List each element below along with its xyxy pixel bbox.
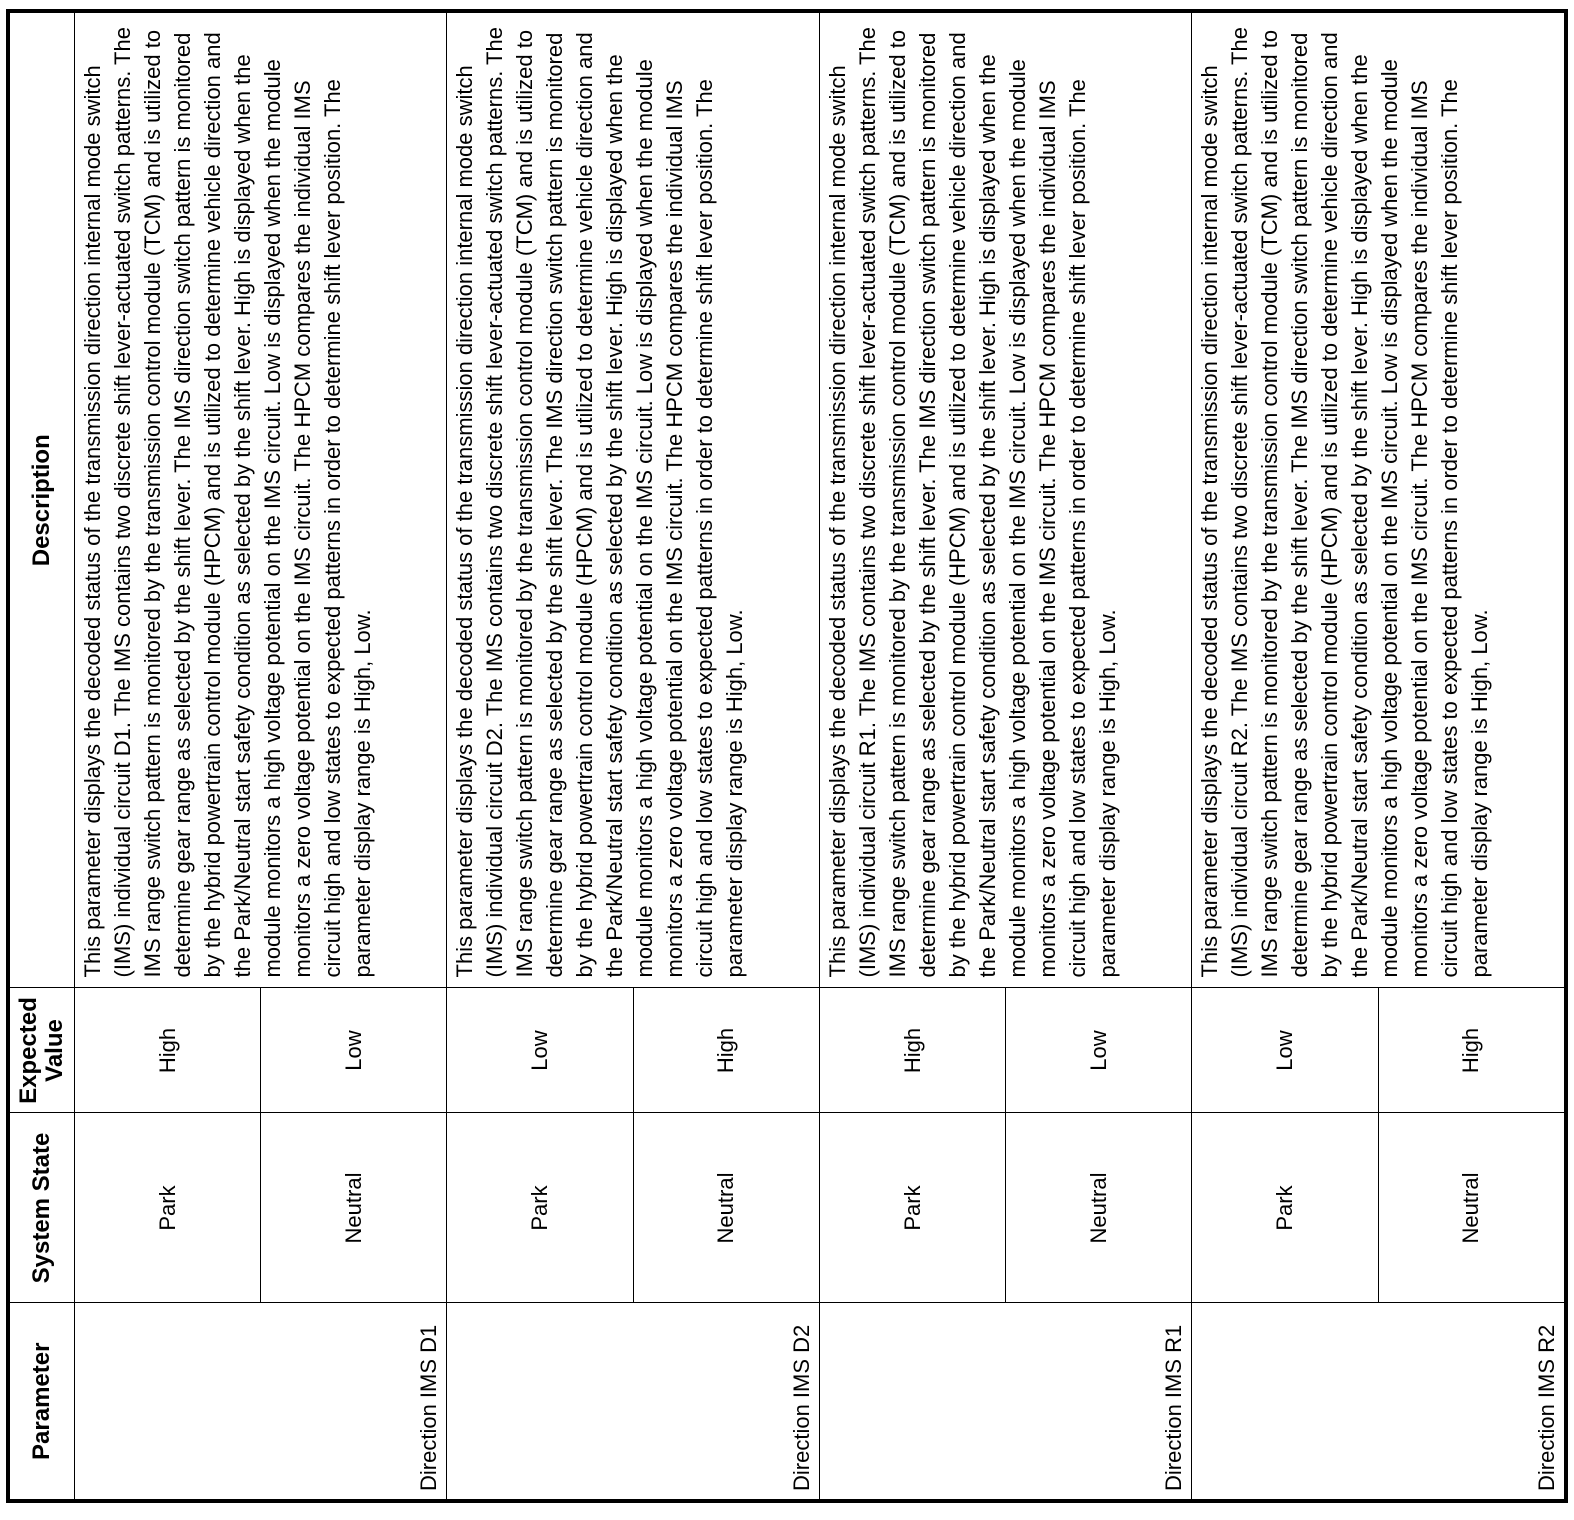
expected-value-cell: High <box>75 988 261 1113</box>
expected-value-cell: Low <box>447 988 633 1113</box>
expected-value-cell: High <box>1378 988 1566 1113</box>
table-row <box>1192 11 1378 1501</box>
parameter-cell: Direction IMS D1 <box>75 1303 447 1501</box>
system-state-cell: Park <box>819 1113 1005 1303</box>
rotated-table-frame <box>6 13 1568 1503</box>
header-system-state: System State <box>8 1113 75 1303</box>
table-row <box>447 11 633 1501</box>
description-cell: This parameter displays the decoded status of the transmission direction internal mode switch (IMS) individual circuit D2. The IMS contains two discrete shift lever-actuated switch patterns. The IMS range switch pattern is monitored by the transmission control module (TCM) and is utilized to determine gear range as selected by the shift lever. The IMS direction switch pattern is monitored by the hybrid powertrain control module (HPCM) and is utilized to determine vehicle direction and the Park/Neutral start safety condition as selected by the shift lever. High is displayed when the module monitors a high voltage potential on the IMS circuit. Low is displayed when the module monitors a zero voltage potential on the IMS circuit. The HPCM compares the individual IMS circuit high and low states to expected patterns in order to determine shift lever position. The parameter display range is High, Low. <box>447 11 819 988</box>
header-parameter: Parameter <box>8 1303 75 1501</box>
system-state-cell: Neutral <box>261 1113 447 1303</box>
header-description: Description <box>8 11 75 988</box>
system-state-cell: Neutral <box>1378 1113 1566 1303</box>
expected-value-cell: Low <box>1192 988 1378 1113</box>
description-cell: This parameter displays the decoded status of the transmission direction internal mode switch (IMS) individual circuit R2. The IMS contains two discrete shift lever-actuated switch patterns. The IMS range switch pattern is monitored by the transmission control module (TCM) and is utilized to determine gear range as selected by the shift lever. The IMS direction switch pattern is monitored by the hybrid powertrain control module (HPCM) and is utilized to determine vehicle direction and the Park/Neutral start safety condition as selected by the shift lever. High is displayed when the module monitors a high voltage potential on the IMS circuit. Low is displayed when the module monitors a zero voltage potential on the IMS circuit. The HPCM compares the individual IMS circuit high and low states to expected patterns in order to determine shift lever position. The parameter display range is High, Low. <box>1192 11 1566 988</box>
header-expected-value: Expected Value <box>8 988 75 1113</box>
expected-value-cell: High <box>819 988 1005 1113</box>
system-state-cell: Park <box>1192 1113 1378 1303</box>
description-cell: This parameter displays the decoded status of the transmission direction internal mode switch (IMS) individual circuit R1. The IMS contains two discrete shift lever-actuated switch patterns. The IMS range switch pattern is monitored by the transmission control module (TCM) and is utilized to determine gear range as selected by the shift lever. The IMS direction switch pattern is monitored by the hybrid powertrain control module (HPCM) and is utilized to determine vehicle direction and the Park/Neutral start safety condition as selected by the shift lever. High is displayed when the module monitors a high voltage potential on the IMS circuit. Low is displayed when the module monitors a zero voltage potential on the IMS circuit. The HPCM compares the individual IMS circuit high and low states to expected patterns in order to determine shift lever position. The parameter display range is High, Low. <box>819 11 1191 988</box>
table-row <box>75 11 261 1501</box>
parameter-table <box>6 9 1568 1503</box>
system-state-cell: Neutral <box>1006 1113 1192 1303</box>
expected-value-cell: High <box>633 988 819 1113</box>
expected-value-cell: Low <box>261 988 447 1113</box>
description-cell: This parameter displays the decoded status of the transmission direction internal mode switch (IMS) individual circuit D1. The IMS contains two discrete shift lever-actuated switch patterns. The IMS range switch pattern is monitored by the transmission control module (TCM) and is utilized to determine gear range as selected by the shift lever. The IMS direction switch pattern is monitored by the hybrid powertrain control module (HPCM) and is utilized to determine vehicle direction and the Park/Neutral start safety condition as selected by the shift lever. High is displayed when the module monitors a high voltage potential on the IMS circuit. Low is displayed when the module monitors a zero voltage potential on the IMS circuit. The HPCM compares the individual IMS circuit high and low states to expected patterns in order to determine shift lever position. The parameter display range is High, Low. <box>75 11 447 988</box>
table-row <box>819 11 1005 1501</box>
header-row <box>8 11 75 1501</box>
system-state-cell: Park <box>75 1113 261 1303</box>
parameter-cell: Direction IMS R2 <box>1192 1303 1566 1501</box>
expected-value-cell: Low <box>1006 988 1192 1113</box>
parameter-cell: Direction IMS D2 <box>447 1303 819 1501</box>
system-state-cell: Park <box>447 1113 633 1303</box>
parameter-cell: Direction IMS R1 <box>819 1303 1191 1501</box>
system-state-cell: Neutral <box>633 1113 819 1303</box>
